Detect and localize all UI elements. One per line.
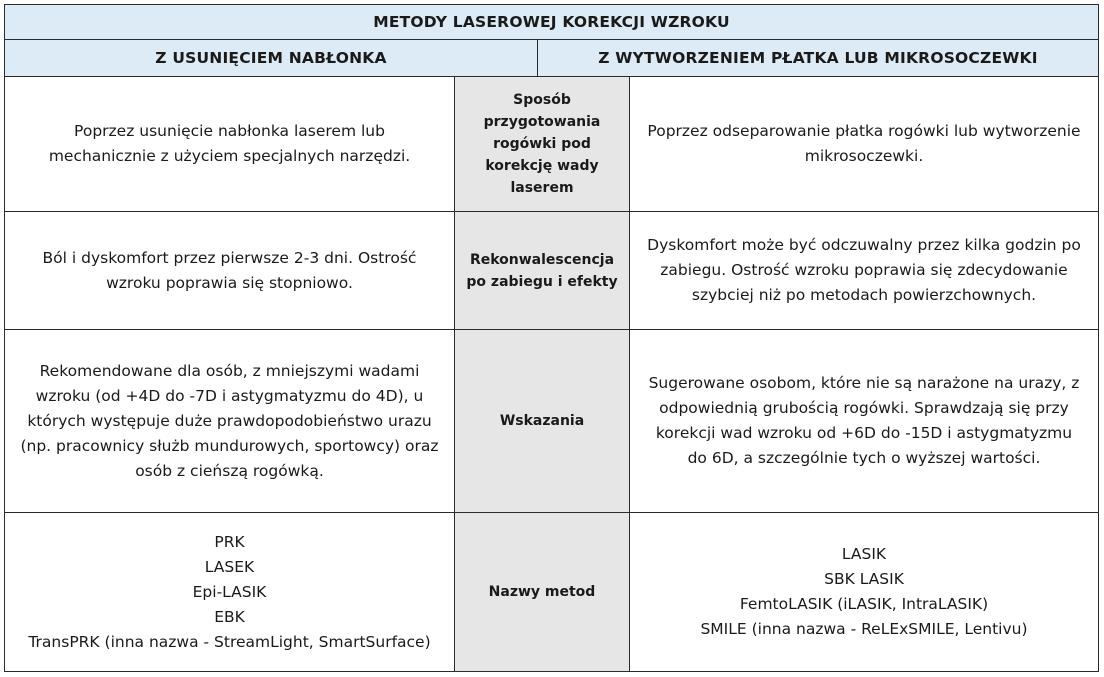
method-list-left (28, 530, 430, 655)
criterion-indications: Wskazania (455, 330, 630, 512)
method-name: FemtoLASIK (iLASIK, IntraLASIK) (739, 595, 989, 613)
cell-left-indications: Rekomendowane dla osób, z mniejszymi wadami wzroku (od +4D do -7D i astygmatyzmu do 4D), u których występuje duże prawdopodobieństwo urazu (np. pracownicy służb mundurowych, sportowcy) oraz osób z cieńszą rogówką. (5, 330, 455, 512)
method-name: LASIK (841, 545, 887, 563)
method-name: LASEK (204, 557, 255, 576)
method-name: Epi-LASIK (192, 582, 267, 601)
method-name: SMILE (inna nazwa - ReLExSMILE, Lentivu) (700, 620, 1028, 638)
header-epithelium-removal: Z USUNIĘCIEM NABŁONKA (5, 40, 538, 76)
method-list-right (700, 542, 1027, 642)
cell-right-recovery: Dyskomfort może być odczuwalny przez kilka godzin po zabiegu. Ostrość wzroku poprawia się zdecydowanie szybciej niż po metodach powierzchownych. (647, 236, 1081, 304)
method-name: EBK (214, 607, 245, 626)
criterion-recovery: Rekonwalescencja po zabiegu i efekty (455, 212, 630, 329)
header-flap-lenticule: Z WYTWORZENIEM PŁATKA LUB MIKROSOCZEWKI (538, 40, 1098, 76)
criterion-method-names: Nazwy metod (455, 513, 630, 671)
table-row (5, 330, 1098, 513)
cell-left-recovery: Ból i dyskomfort przez pierwsze 2-3 dni. Ostrość wzroku poprawia się stopniowo. (5, 212, 455, 329)
method-name: PRK (214, 532, 245, 551)
cell-left-method-names (5, 513, 455, 671)
table-title-row (5, 5, 1098, 40)
method-name: TransPRK (inna nazwa - StreamLight, SmartSurface) (28, 632, 431, 651)
cell-right-method-names (630, 513, 1098, 671)
cell-right-preparation: Poprzez odseparowanie płatka rogówki lub wytworzenie mikrosoczewki. (647, 122, 1081, 165)
table-title: METODY LASEROWEJ KOREKCJI WZROKU (5, 5, 1098, 39)
cell-left-preparation: Poprzez usunięcie nabłonka laserem lub mechanicznie z użyciem specjalnych narzędzi. (5, 77, 455, 211)
column-headers-row (5, 40, 1098, 77)
table-row (5, 77, 1098, 212)
method-name: SBK LASIK (824, 570, 904, 588)
comparison-table (4, 4, 1099, 672)
cell-right-indications: Sugerowane osobom, które nie są narażone na urazy, z odpowiednią grubością rogówki. Sprawdzają się przy korekcji wad wzroku od +6D do -15D i astygmatyzmu do 6D, a szczególnie tych o wyższej wartości. (648, 374, 1080, 467)
criterion-preparation: Sposób przygotowania rogówki pod korekcję wady laserem (455, 77, 630, 211)
table-row (5, 212, 1098, 330)
table-row (5, 513, 1098, 671)
